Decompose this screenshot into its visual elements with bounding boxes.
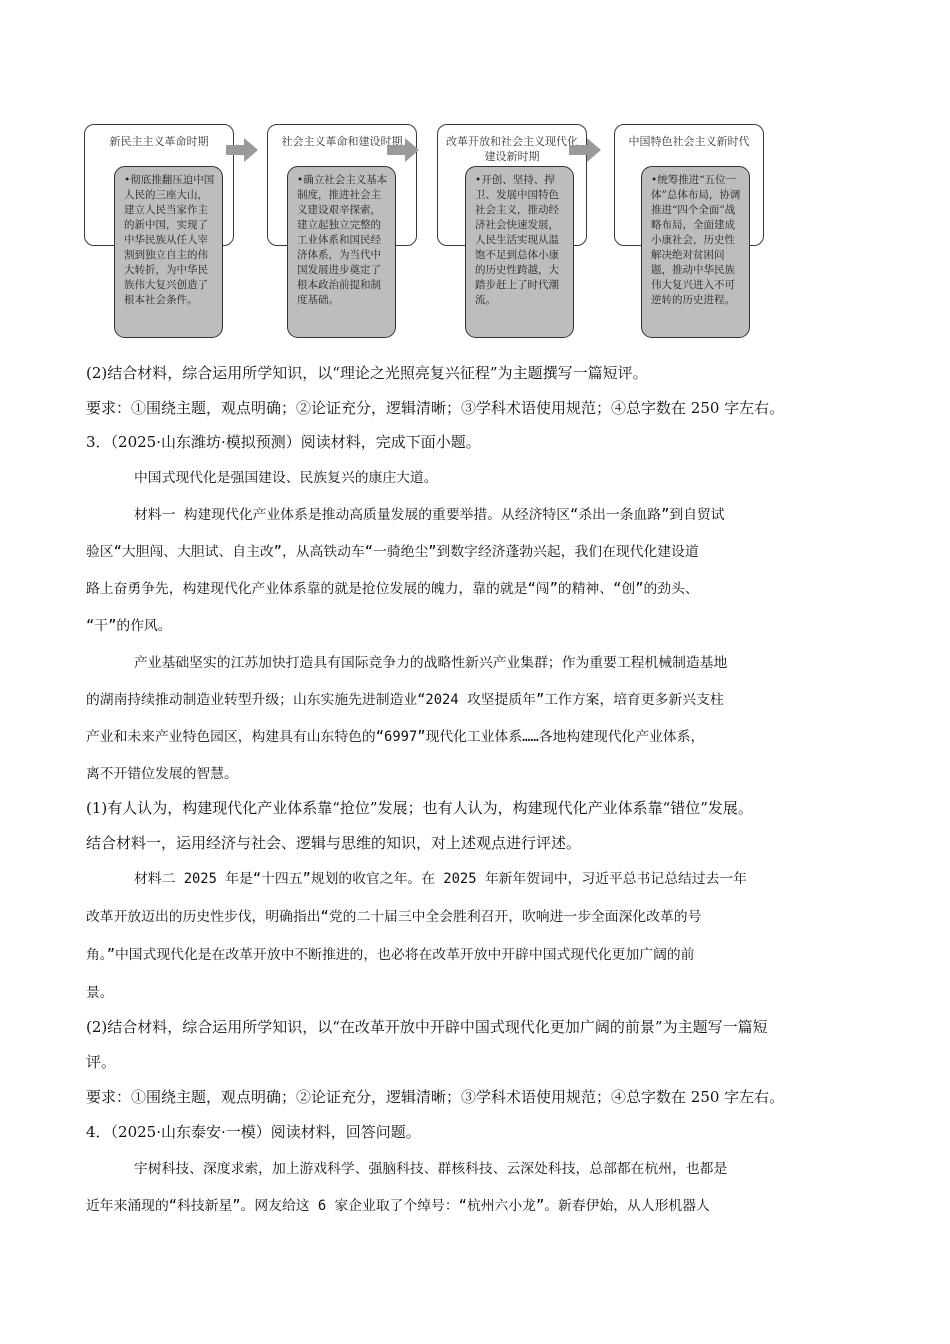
stage-title: 社会主义革命和建设时期 [281,135,403,148]
question-2-prompt: (2)结合材料，综合运用所学知识，以“理论之光照亮复兴征程”为主题撰写一篇短评。 [86,364,648,382]
stage-description: •确立社会主义基本制度，推进社会主义建设艰辛探索，建立起独立完整的工业体系和国民经济体系，为当代中国发展进步奠定了根本政治前提和制度基础。 [287,166,396,338]
material-paragraph-line: 材料一 构建现代化产业体系是推动高质量发展的重要举措。从经济特区“杀出一条血路”到自贸试 [134,507,725,523]
requirements-text: 要求：①围绕主题，观点明确；②论证充分，逻辑清晰；③学科术语使用规范；④总字数在 250 字左右。 [86,399,785,417]
stage-title: 改革开放和社会主义现代化建设新时期 [446,135,578,163]
material-paragraph-line: 的湖南持续推动制造业转型升级；山东实施先进制造业“2024 攻坚提质年”工作方案，培育更多新兴支柱 [86,692,724,708]
stage-description: •开创、坚持、捍卫、发展中国特色社会主义，推动经济社会快速发展，人民生活实现从温饱不足到总体小康的历史性跨越，大踏步赶上了时代潮流。 [465,166,574,338]
material-paragraph-line: 产业基础坚实的江苏加快打造具有国际竞争力的战略性新兴产业集群；作为重要工程机械制造基地 [134,655,728,671]
requirements-text: 要求：①围绕主题，观点明确；②论证充分，逻辑清晰；③学科术语使用规范；④总字数在 250 字左右。 [86,1088,785,1106]
material-paragraph-line: 改革开放迈出的历史性步伐，明确指出“党的二十届三中全会胜利召开，吹响进一步全面深化改革的号 [86,909,702,925]
material-paragraph-line: 产业和未来产业特色园区，构建具有山东特色的“6997”现代化工业体系……各地构建现代化产业体系， [86,729,705,745]
stage-title: 中国特色社会主义新时代 [628,135,750,148]
intro-sentence: 中国式现代化是强国建设、民族复兴的康庄大道。 [134,470,438,486]
stage-new-democratic [84,120,236,345]
stage-description: •统筹推进“五位一体”总体布局，协调推进“四个全面”战略布局，全面建成小康社会，历史性解决绝对贫困问题，推动中华民族伟大复兴进入不可逆转的历史进程。 [641,166,750,338]
right-arrow-icon [569,138,601,162]
right-arrow-icon [387,138,419,162]
question-2-prompt: 评。 [86,1053,117,1071]
material-paragraph-line: 离不开错位发展的智慧。 [86,766,238,782]
material-paragraph-line: 宇树科技、深度求索，加上游戏科学、强脑科技、群核科技、云深处科技，总部都在杭州，也都是 [134,1161,728,1177]
material-paragraph-line: 景。 [86,985,114,1001]
question-3-heading: 3．（2025·山东潍坊·模拟预测）阅读材料，完成下面小题。 [86,433,481,451]
question-1-prompt: (1)有人认为，构建现代化产业体系靠“抢位”发展；也有人认为，构建现代化产业体系靠“错位”发展。 [86,799,753,817]
stage-description: •彻底推翻压迫中国人民的三座大山，建立人民当家作主的新中国，实现了中华民族从任人宰割到独立自主的伟大转折，为中华民族伟大复兴创造了根本社会条件。 [114,166,223,338]
material-paragraph-line: 验区“大胆闯、大胆试、自主改”，从高铁动车“一骑绝尘”到数字经济蓬勃兴起，我们在现代化建设道 [86,544,699,560]
stage-reform-opening [437,120,589,345]
right-arrow-icon [226,138,258,162]
material-paragraph-line: 路上奋勇争先，构建现代化产业体系靠的就是抢位发展的魄力，靠的就是“闯”的精神、“创”的劲头、 [86,581,699,597]
stage-title: 新民主主义革命时期 [109,135,209,148]
material-paragraph-line: “干”的作风。 [86,618,172,634]
history-periods-diagram [84,120,764,345]
question-1-prompt: 结合材料一，运用经济与社会、逻辑与思维的知识，对上述观点进行评述。 [86,834,582,852]
material-paragraph-line: 近年来涌现的“科技新星”。网友给这 6 家企业取了个绰号：“杭州六小龙”。新春伊始，从人形机器人 [86,1198,710,1214]
question-2-prompt: (2)结合材料，综合运用所学知识，以“在改革开放中开辟中国式现代化更加广阔的前景”为主题写一篇短 [86,1018,768,1036]
material-paragraph-line: 材料二 2025 年是“十四五”规划的收官之年。在 2025 年新年贺词中，习近平总书记总结过去一年 [134,871,747,887]
stage-new-era [614,120,766,345]
question-4-heading: 4．（2025·山东泰安·一模）阅读材料，回答问题。 [86,1123,421,1141]
material-paragraph-line: 角。”中国式现代化是在改革开放中不断推进的，也必将在改革开放中开辟中国式现代化更加广阔的前 [86,947,695,963]
